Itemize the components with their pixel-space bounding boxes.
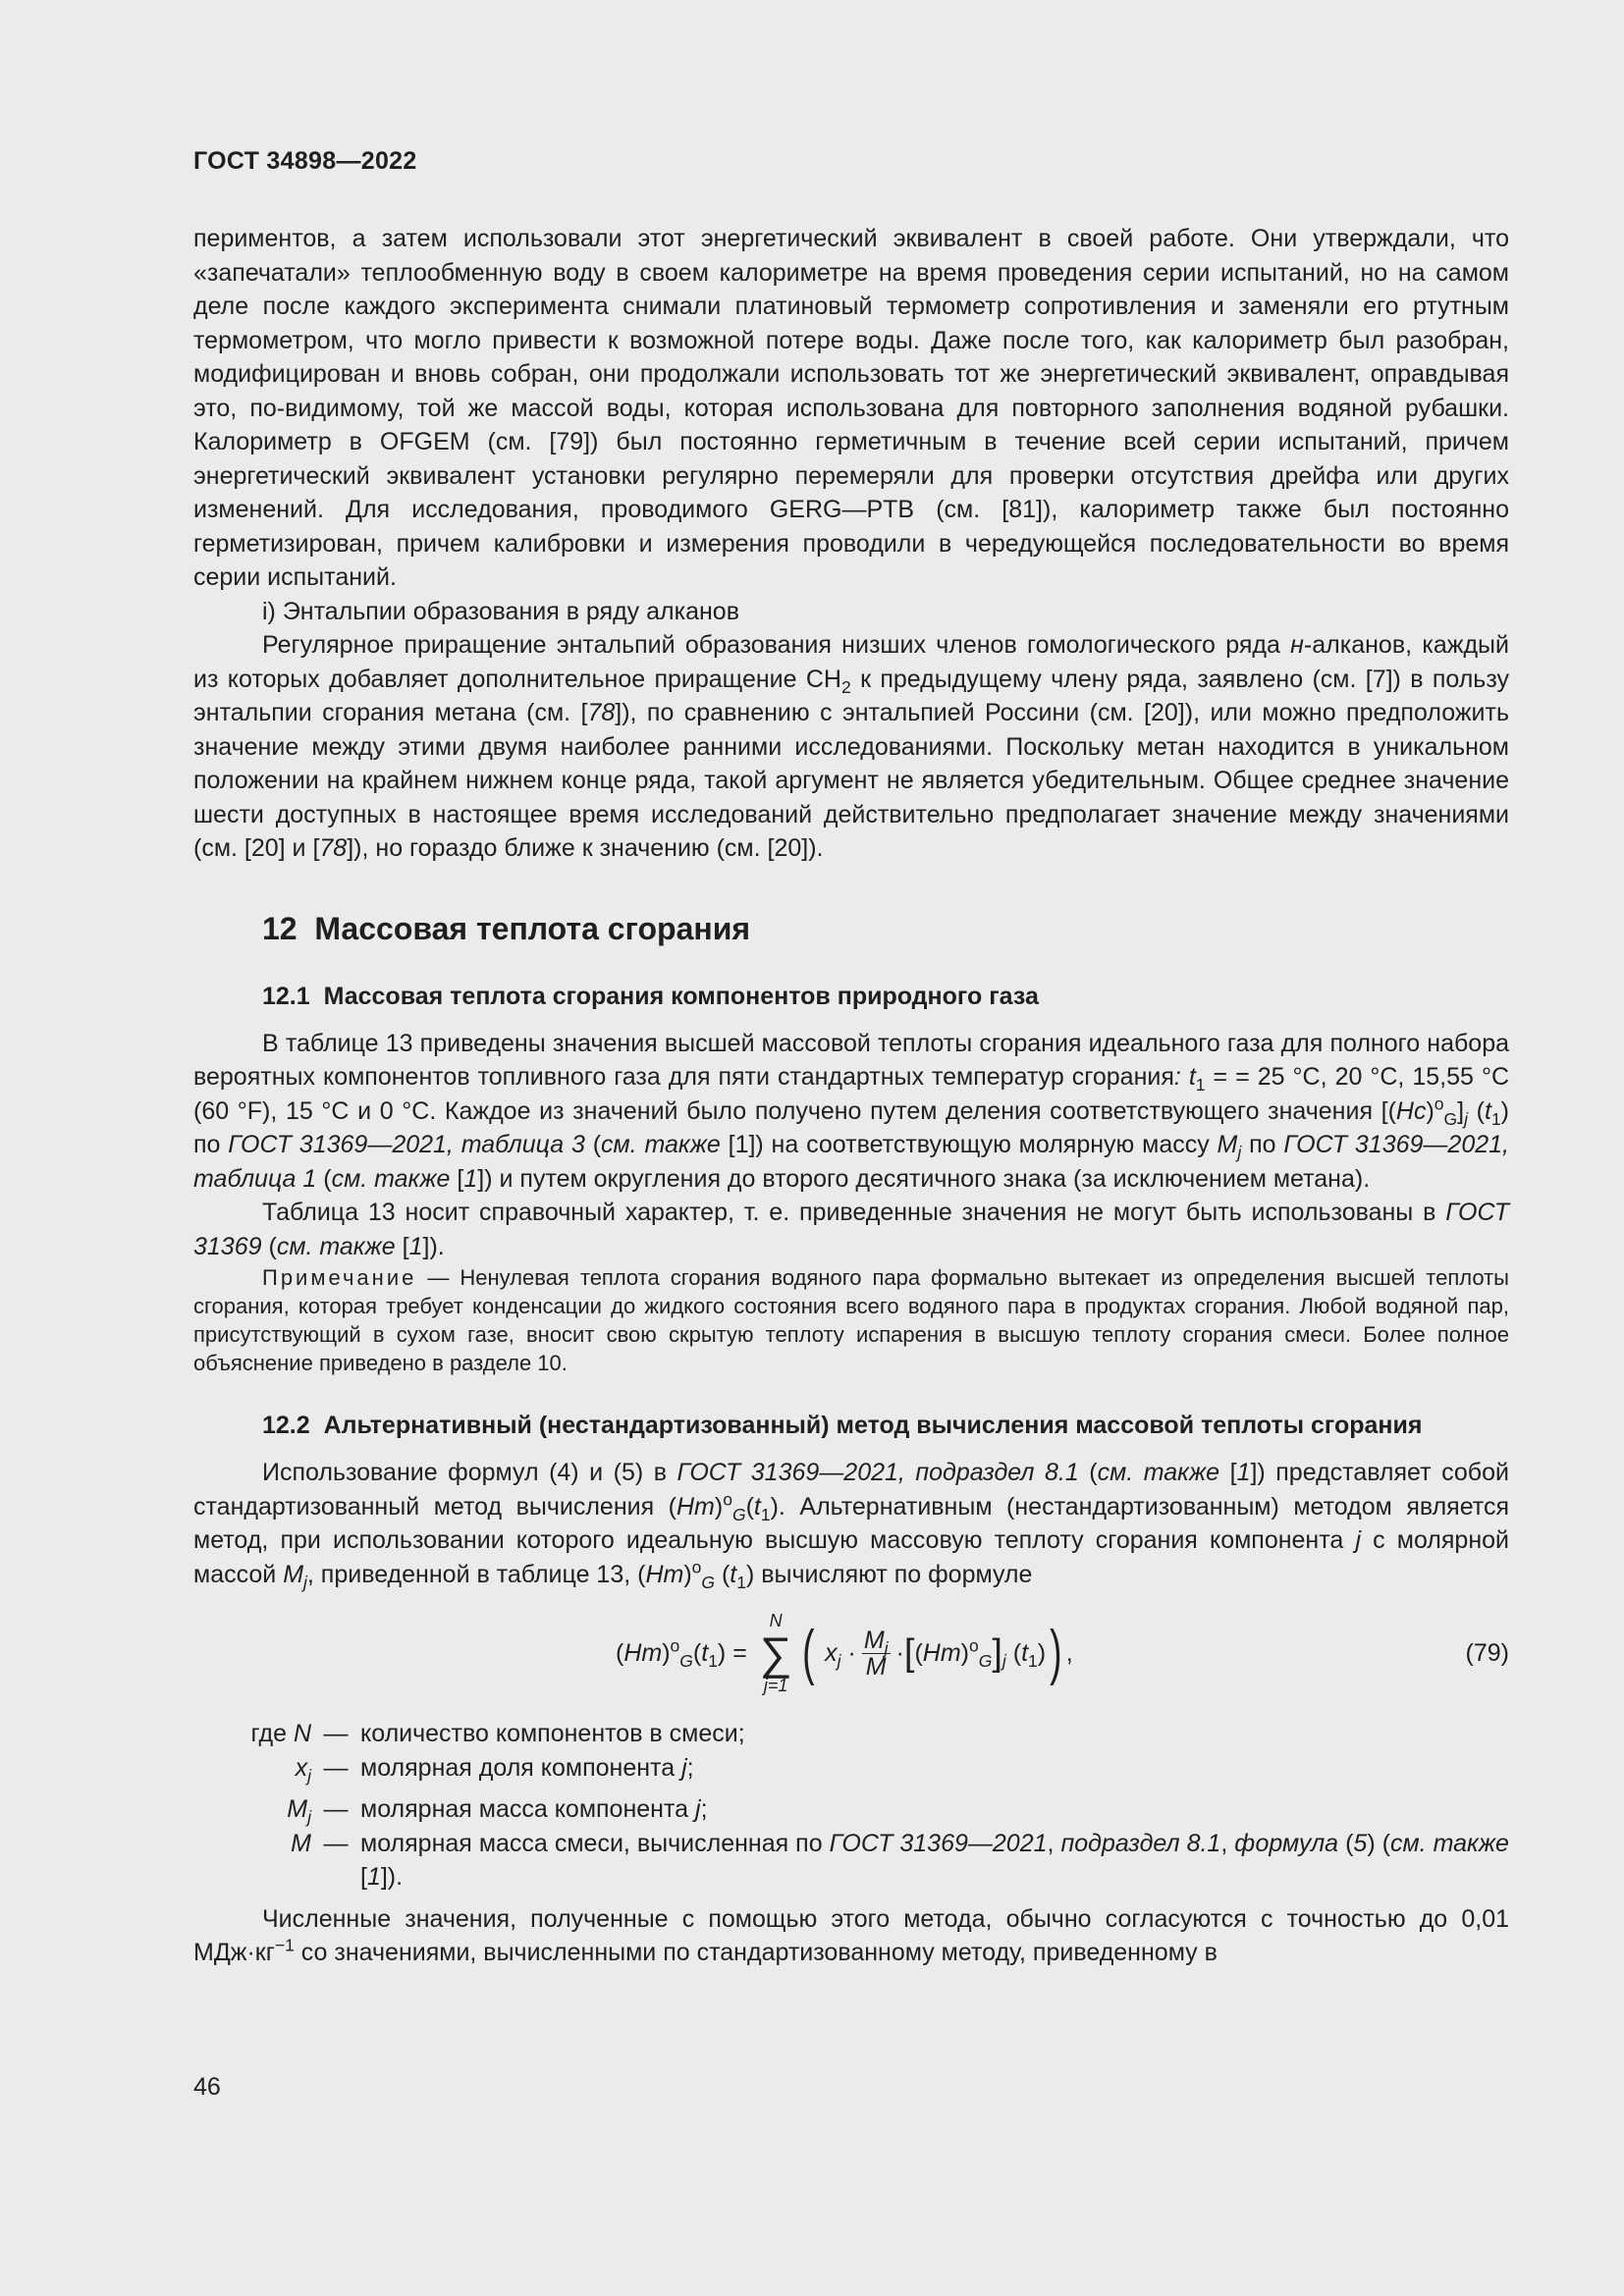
section-12-number: 12 xyxy=(262,910,298,946)
definition-symbol: $x_j$ xyxy=(295,1753,311,1786)
paragraph-continued: периментов, а затем использовали этот энергетический эквивалент в своей работе. Они утверждали, что «запечатали» теплообменную воду в своем калориметре на время проведения серии испытаний, но на самом деле после каждого эксперимента снимали платиновый термометр сопротивления и заменяли его ртутным термометром, что могло привести к возможной потере воды. Даже после того, как калориметр был разобран, модифицирован и вновь собран, они продолжали использовать тот же энергетический эквивалент, оправдывая это, по-видимому, той же массой воды, которая использована для повторного заполнения водяной рубашки. Калориметр в OFGEM (см. [79]) был постоянно герметичным в течение всей серии испытаний, причем энергетический эквивалент установки регулярно перемеряли для проверки отсутствия дрейфа или других изменений. Для исследования, проводимого GERG—PTB (см. [81]), калориметр также был постоянно герметизирован, причем калибровки и измерения проводили в чередующейся последовательности во время серии испытаний. xyxy=(193,225,1509,591)
section-12-2-heading xyxy=(262,1409,1509,1442)
paragraph-table13: В таблице 13 приведены значения высшей массовой теплоты сгорания идеального газа для полного набора вероятных компонентов топливного газа для пяти стандартных температур сгорания: $t_1$ = = 25 °C, 20 °C, 15,55 °C (60 °F), 15 °C и 0 °C. Каждое из значений было получено путем деления соответствующего значения $[(Hc)^o_G]_j$ $(t_1)$ по ГОСТ 31369—2021, таблица 3 (см. также [1]) на соответствующую молярную массу $M_j$ по ГОСТ 31369—2021, таблица 1 (см. также [1]) и путем округления до второго десятичного знака (за исключением метана). xyxy=(193,1029,1509,1193)
section-12-1-number: 12.1 xyxy=(262,982,310,1010)
definition-symbol: где N xyxy=(250,1720,311,1747)
definition-item: M — молярная масса смеси, вычисленная по ГОСТ 31369—2021, подраздел 8.1, формула (5) (см. также [1]). xyxy=(193,1827,1509,1895)
page-number: 46 xyxy=(193,2073,221,2101)
note xyxy=(193,1263,1509,1377)
definition-item: $M_j$ — молярная масса компонента j; xyxy=(193,1792,1509,1827)
definition-symbol: M xyxy=(291,1829,311,1857)
list-item-i: i) Энтальпии образования в ряду алканов xyxy=(262,597,739,625)
section-12-1-heading xyxy=(262,980,1509,1013)
section-12-1-title: Массовая теплота сгорания компонентов природного газа xyxy=(323,982,1039,1010)
fraction-mj-m: $\frac{M_j}{M}$ xyxy=(863,1626,889,1681)
definition-item: $x_j$ — молярная доля компонента j; xyxy=(193,1751,1509,1786)
formula-79 xyxy=(193,1599,1509,1707)
paragraph-alternative-method: Использование формул (4) и (5) в ГОСТ 31369—2021, подраздел 8.1 (см. также [1]) представляет собой стандартизованный метод вычисления $(Hm)^o_G(t_1)$. Альтернативным (нестандартизованным) методом является метод, при использовании которого идеальную высшую массовую теплоту сгорания компонента j с молярной массой $M_j$, приведенной в таблице 13, $(Hm)^o_G$ $(t_1)$ вычисляют по формуле xyxy=(193,1459,1509,1592)
paragraph-alkanes: Регулярное приращение энтальпий образования низших членов гомологического ряда н-алканов, каждый из которых добавляет дополнительное приращение $CH_2$ к предыдущему члену ряда, заявлено (см. [7]) в пользу энтальпии сгорания метана (см. [78]), по сравнению с энтальпией Россини (см. [20]), или можно предположить значение между этими двумя наиболее ранними исследованиями. Поскольку метан находится в уникальном положении на крайнем нижнем конце ряда, такой аргумент не является убедительным. Общее среднее значение шести доступных в настоящее время исследований действительно предполагает значение между значениями (см. [20] и [78]), но гораздо ближе к значению (см. [20]). xyxy=(193,631,1510,862)
summation-sign: N ∑ j=1 xyxy=(759,1611,792,1695)
formula-number: (79) xyxy=(1465,1639,1509,1667)
section-12-2-number: 12.2 xyxy=(262,1412,310,1439)
note-text: — Ненулевая теплота сгорания водяного пара формально вытекает из определения высшей теплоты сгорания, которая требует конденсации до жидкого состояния всего водяного пара в продуктах сгорания. Любой водяной пар, присутствующий в сухом газе, вносит свою скрытую теплоту испарения в высшую теплоту сгорания смеси. Более полное объяснение приведено в разделе 10. xyxy=(193,1265,1509,1375)
definition-symbol: $M_j$ xyxy=(287,1795,311,1827)
definitions-list xyxy=(193,1717,1509,1895)
paragraph-table13-reference: Таблица 13 носит справочный характер, т. е. приведенные значения не могут быть использованы в ГОСТ 31369 (см. также [1]). xyxy=(193,1199,1509,1260)
section-12-heading xyxy=(262,909,1509,948)
definition-text: молярная доля компонента j; xyxy=(360,1753,694,1782)
definition-text: количество компонентов в смеси; xyxy=(360,1720,745,1747)
sum-lower-limit: j=1 xyxy=(763,1676,788,1695)
section-12-title: Массовая теплота сгорания xyxy=(314,910,751,946)
formula-expression: $(Hm)^o_G(t_1)$ = N ∑ j=1 ( $x_j$ · $\frac{M_j}{M}$ · [ $(Hm)^o_G$ ] $_j$ $(t_1)$ ) , xyxy=(616,1611,1073,1695)
document-header: ГОСТ 34898—2022 xyxy=(193,147,417,175)
definition-text: молярная масса смеси, вычисленная по ГОСТ 31369—2021, подраздел 8.1, формула (5) (см. также [1]). xyxy=(360,1829,1509,1891)
page-content xyxy=(193,222,1509,1970)
definition-item: где N — количество компонентов в смеси; xyxy=(193,1717,1509,1751)
paragraph-numeric-values: Численные значения, полученные с помощью этого метода, обычно согласуются с точностью до 0,01 $МДж\cdot кг^{-1}$ со значениями, вычисленными по стандартизованному методу, приведенному в xyxy=(193,1904,1509,1966)
section-12-2-title: Альтернативный (нестандартизованный) метод вычисления массовой теплоты сгорания xyxy=(323,1412,1423,1439)
definition-text: молярная масса компонента j; xyxy=(360,1795,708,1823)
note-label: Примечание xyxy=(262,1265,417,1290)
sum-upper-limit: N xyxy=(769,1611,783,1630)
